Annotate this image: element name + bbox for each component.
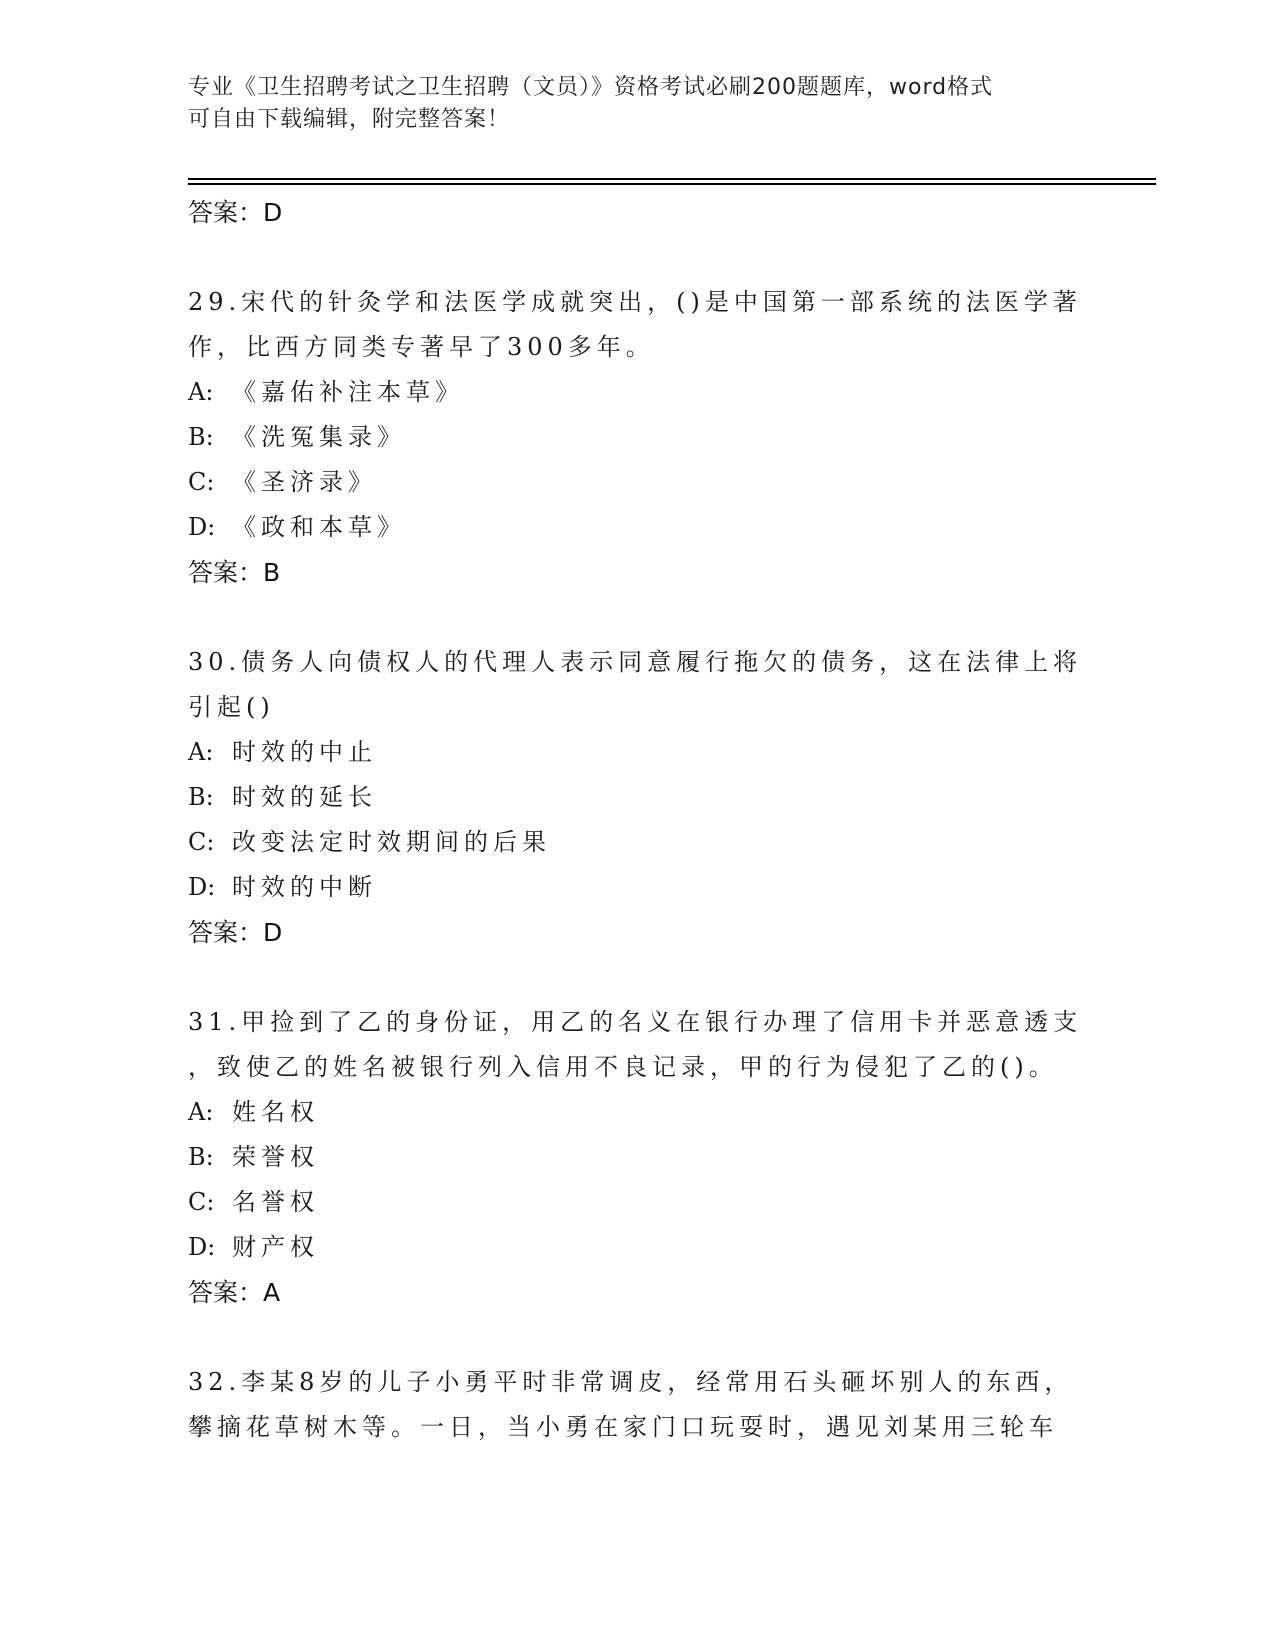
option-text: 《圣济录》 — [232, 468, 377, 496]
option-text: 改变法定时效期间的后果 — [232, 828, 551, 856]
option-d — [188, 1225, 1088, 1270]
option-d — [188, 865, 1088, 910]
option-b — [188, 415, 1088, 460]
option-letter: C: — [188, 828, 215, 856]
question-text-line: ，致使乙的姓名被银行列入信用不良记录，甲的行为侵犯了乙的()。 — [188, 1053, 1058, 1081]
option-text: 财产权 — [232, 1233, 319, 1261]
option-letter: C: — [188, 468, 215, 496]
answer-line: 答案：A — [188, 1278, 281, 1307]
option-letter: D: — [188, 873, 216, 901]
option-letter: B: — [188, 423, 214, 451]
question-text-line: 引起() — [188, 693, 275, 721]
option-b — [188, 775, 1088, 820]
answer-line: 答案：D — [188, 918, 283, 947]
question-text-line: 32.李某8岁的儿子小勇平时非常调皮，经常用石头砸坏别人的东西， — [188, 1368, 1074, 1396]
header-line-2: 可自由下载编辑，附完整答案！ — [188, 107, 511, 132]
option-letter: A: — [188, 1098, 214, 1126]
header-divider-bottom — [188, 183, 1156, 185]
question-text-line: 31.甲捡到了乙的身份证，用乙的名义在银行办理了信用卡并恶意透支 — [188, 1008, 1083, 1036]
option-b — [188, 1135, 1088, 1180]
option-text: 《政和本草》 — [232, 513, 406, 541]
option-letter: D: — [188, 1233, 216, 1261]
option-d — [188, 505, 1088, 550]
option-text: 《嘉佑补注本草》 — [232, 378, 464, 406]
option-a — [188, 730, 1088, 775]
option-letter: B: — [188, 1143, 214, 1171]
option-a — [188, 370, 1088, 415]
option-letter: B: — [188, 783, 214, 811]
option-letter: D: — [188, 513, 216, 541]
option-a — [188, 1090, 1088, 1135]
document-header — [188, 72, 1088, 136]
option-c — [188, 460, 1088, 505]
option-text: 《洗冤集录》 — [232, 423, 406, 451]
question-32 — [188, 1360, 1088, 1450]
question-29 — [188, 280, 1088, 596]
option-text: 时效的中断 — [232, 873, 377, 901]
option-c — [188, 1180, 1088, 1225]
question-text-line: 30.债务人向债权人的代理人表示同意履行拖欠的债务，这在法律上将 — [188, 648, 1083, 676]
option-letter: A: — [188, 378, 214, 406]
question-30 — [188, 640, 1088, 956]
option-text: 姓名权 — [232, 1098, 319, 1126]
option-text: 时效的中止 — [232, 738, 377, 766]
question-text-line: 作，比西方同类专著早了300多年。 — [188, 333, 655, 361]
option-text: 荣誉权 — [232, 1143, 319, 1171]
answer-line: 答案：D — [188, 198, 283, 227]
header-divider-top — [188, 178, 1156, 180]
question-31 — [188, 1000, 1088, 1316]
answer-line: 答案：B — [188, 558, 281, 587]
question-text-line: 29.宋代的针灸学和法医学成就突出，()是中国第一部系统的法医学著 — [188, 288, 1082, 316]
option-text: 名誉权 — [232, 1188, 319, 1216]
question-list — [188, 190, 1088, 1450]
option-text: 时效的延长 — [232, 783, 377, 811]
header-line-1: 专业《卫生招聘考试之卫生招聘（文员）》资格考试必刷200题题库，word格式 — [188, 75, 994, 100]
option-c — [188, 820, 1088, 865]
option-letter: A: — [188, 738, 214, 766]
option-letter: C: — [188, 1188, 215, 1216]
question-text-line: 攀摘花草树木等。一日，当小勇在家门口玩耍时，遇见刘某用三轮车 — [188, 1413, 1058, 1441]
